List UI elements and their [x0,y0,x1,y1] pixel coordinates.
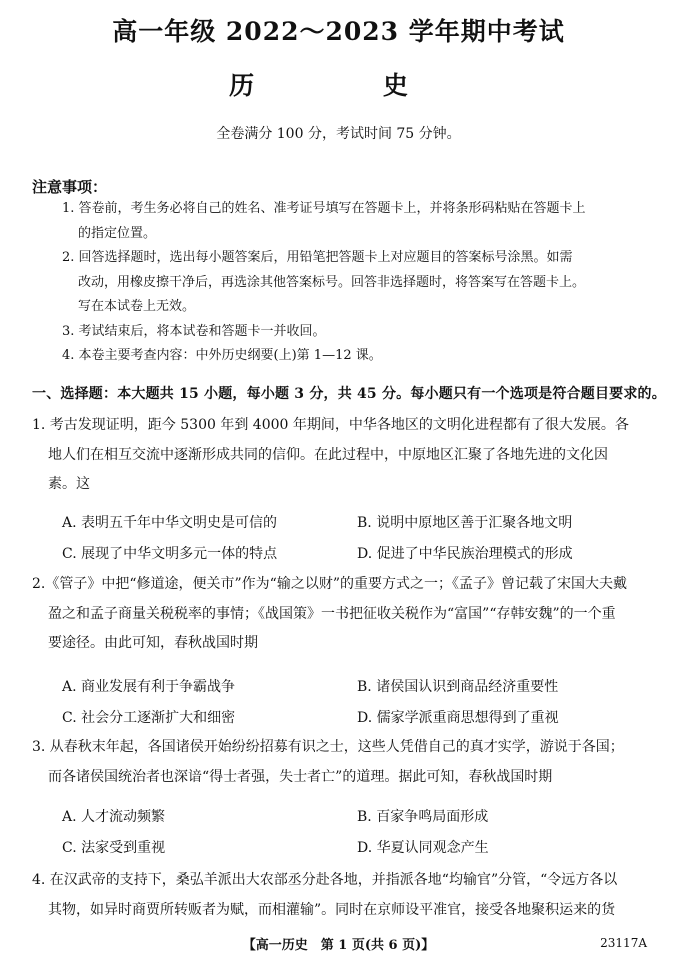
stem-line: 2.《管子》中把“修道途，便关市”作为“输之以财”的重要方式之一；《孟子》曾记载了宋国大夫戴 [32,576,627,592]
stem-line: 3. 从春秋末年起，各国诸侯开始纷纷招募有识之士，这些人凭借自己的真才实学，游说于各国； [32,739,624,755]
subject-title: 历 史 [229,71,448,100]
notice-line: 1. 答卷前，考生务必将自己的姓名、准考证号填写在答题卡上，并将条形码粘贴在答题卡上 [62,201,586,216]
option-b: B. 说明中原地区善于汇聚各地文明 [357,514,573,531]
notice-line: 写在本试卷上无效。 [78,299,196,314]
score-time-line: 全卷满分 100 分，考试时间 75 分钟。 [216,126,461,142]
question-3-options [62,800,652,862]
stem-line: 1. 考古发现证明，距今 5300 年到 4000 年期间，中华各地区的文明化进程都有了很大发展。各 [32,417,629,433]
footer-page-label: 【高一历史 第 1 页(共 6 页)】 [242,938,435,953]
question-2-stem [32,570,652,659]
stem-line: 4. 在汉武帝的支持下，桑弘羊派出大农部丞分赴各地，并指派各地“均输官”分管，“令远方各以 [32,872,618,888]
notice-line: 3. 考试结束后，将本试卷和答题卡一并收回。 [62,323,326,339]
option-c: C. 展现了中华文明多元一体的特点 [62,545,278,562]
question-3-stem [32,733,652,792]
section-heading: 一、选择题：本大题共 15 小题，每小题 3 分，共 45 分。每小题只有一个选项是符合题目要求的。 [32,386,666,402]
option-a: A. 表明五千年中华文明史是可信的 [62,514,278,531]
question-2-options [62,670,652,732]
option-d: D. 华夏认同观念产生 [357,839,489,856]
footer-exam-code: 23117A [600,936,647,950]
stem-line: 盈之和孟子商量关税税率的事情；《战国策》一书把征收关税作为“富国”“存韩安魏”的一个重 [48,605,616,622]
option-a: A. 商业发展有利于争霸战争 [62,678,236,695]
stem-line: 地人们在相互交流中逐渐形成共同的信仰。在此过程中，中原地区汇聚了各地先进的文化因 [48,446,608,463]
question-1-options [62,506,652,568]
exam-title: 高一年级 2022～2023 学年期中考试 [112,17,565,46]
option-c: C. 社会分工逐渐扩大和细密 [62,709,236,726]
option-c: C. 法家受到重视 [62,839,166,856]
notice-line: 2. 回答选择题时，选出每小题答案后，用铅笔把答题卡上对应题目的答案标号涂黑。如需 [62,250,573,265]
notice-line: 改动，用橡皮擦干净后，再选涂其他答案标号。回答非选择题时，将答案写在答题卡上。 [78,274,586,290]
question-1-stem [32,411,652,500]
stem-line: 要途径。由此可知，春秋战国时期 [48,635,258,651]
stem-line: 其物，如异时商贾所转贩者为赋，而相灌输”。同时在京师设平准官，接受各地聚积运来的货 [48,901,616,918]
notice-line: 4. 本卷主要考查内容：中外历史纲要(上)第 1—12 课。 [62,348,382,363]
notice-line: 的指定位置。 [78,225,157,241]
option-a: A. 人才流动频繁 [62,808,166,825]
question-4-stem [32,866,652,925]
option-d: D. 促进了中华民族治理模式的形成 [357,545,573,562]
option-b: B. 百家争鸣局面形成 [357,808,489,825]
option-d: D. 儒家学派重商思想得到了重视 [357,709,559,726]
notice-heading: 注意事项： [32,178,108,196]
stem-line: 而各诸侯国统治者也深谙“得士者强，失士者亡”的道理。据此可知，春秋战国时期 [48,768,553,785]
stem-line: 素。这 [48,476,90,492]
option-b: B. 诸侯国认识到商品经济重要性 [357,678,559,695]
notice-list [62,197,652,369]
